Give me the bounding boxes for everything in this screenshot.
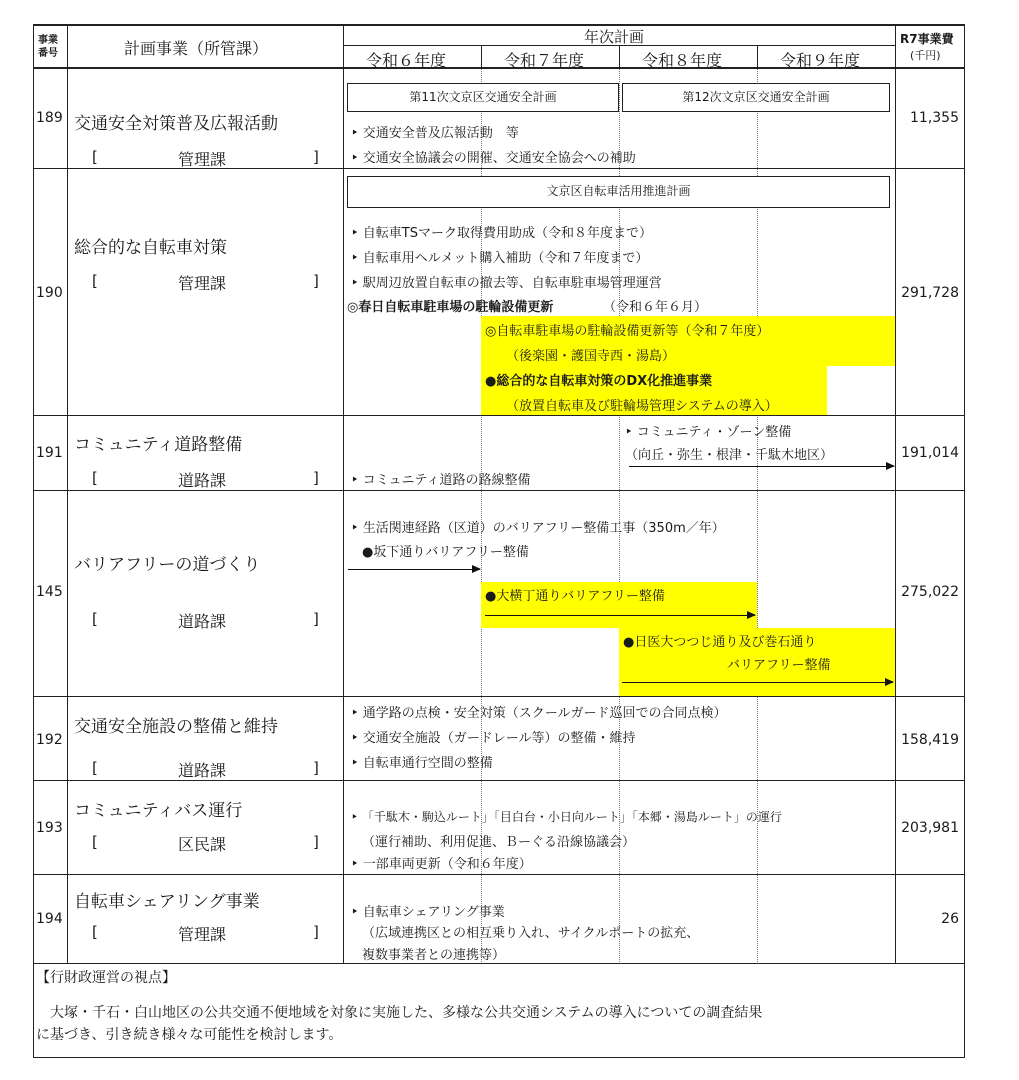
cost-value: 203,981 [901, 820, 959, 836]
item-text: ‣ 自転車シェアリング事業 [351, 905, 505, 920]
highlight-text-bold: ●総合的な自転車対策のDX化推進事業 [485, 374, 713, 389]
project-name: 交通安全施設の整備と維持 [74, 717, 278, 737]
row-line-190 [33, 415, 965, 416]
highlight-text: ◎自転車駐車場の駐輪設備更新等（令和７年度） [485, 324, 770, 339]
header-no-line2: 番号 [38, 48, 58, 59]
item-text: ‣ コミュニティ道路の路線整備 [351, 473, 531, 488]
border-left [33, 24, 34, 1058]
row-line-189 [33, 168, 965, 169]
dept-bracket-open: [ [92, 610, 98, 628]
dept-bracket-close: ] [313, 469, 319, 487]
dept-name: 道路課 [178, 612, 227, 631]
header-year-1: 令和６年度 [366, 51, 447, 70]
dept-name: 道路課 [178, 761, 227, 780]
item-text: ‣ 交通安全普及広報活動 等 [351, 126, 519, 141]
period-arrow [622, 682, 893, 683]
col-line-no [67, 24, 68, 964]
row-number: 194 [36, 911, 63, 927]
sub-item-text: バリアフリー整備 [727, 658, 831, 673]
dept-bracket-close: ] [313, 759, 319, 777]
item-text: ‣ 自転車用ヘルメット購入補助（令和７年度まで） [351, 251, 649, 266]
dept-name: 管理課 [178, 925, 227, 944]
row-line-145 [33, 696, 965, 697]
project-name: コミュニティ道路整備 [74, 435, 243, 455]
plan-box-11th: 第11次文京区交通安全計画 [347, 83, 619, 112]
plan-box-bicycle: 文京区自転車活用推進計画 [347, 176, 890, 208]
row-line-192 [33, 780, 965, 781]
dept-bracket-close: ] [313, 833, 319, 851]
cost-value: 26 [941, 911, 959, 927]
header-year-4: 令和９年度 [780, 51, 861, 70]
highlight-text: （放置自転車及び駐輪場管理システムの導入） [506, 399, 778, 414]
sub-item-text: ●日医大つつじ通り及び巻石通り [623, 635, 817, 650]
project-name: 自転車シェアリング事業 [74, 892, 260, 912]
year-div-3 [757, 45, 758, 68]
item-text: ‣ 交通安全協議会の開催、交通安全協会への補助 [351, 151, 636, 166]
row-line-194 [33, 963, 965, 964]
dept-bracket-open: [ [92, 272, 98, 290]
dept-bracket-open: [ [92, 469, 98, 487]
header-annual-plan: 年次計画 [584, 28, 645, 46]
item-text: ‣ 自転車TSマーク取得費用助成（令和８年度まで） [351, 226, 652, 241]
item-text: ‣ 通学路の点検・安全対策（スクールガード巡回での合同点検） [351, 706, 727, 721]
year-div-1 [481, 45, 482, 68]
dept-bracket-close: ] [313, 923, 319, 941]
item-text: ‣ 自転車通行空間の整備 [351, 756, 493, 771]
highlight-text: （後楽園・護国寺西・湯島） [506, 349, 676, 364]
sub-item-text: ●大横丁通りバリアフリー整備 [485, 589, 665, 604]
project-name: コミュニティバス運行 [74, 801, 243, 821]
border-right [964, 24, 965, 1058]
row-number: 192 [36, 732, 63, 748]
sub-item-text: ●坂下通りバリアフリー整備 [362, 545, 529, 560]
cost-value: 11,355 [910, 110, 959, 126]
dept-bracket-close: ] [313, 272, 319, 290]
header-year-2: 令和７年度 [504, 51, 585, 70]
header-year-3: 令和８年度 [642, 51, 723, 70]
item-text: ‣ 交通安全施設（ガードレール等）の整備・維持 [351, 731, 636, 746]
item-text: （広域連携区との相互乗り入れ、サイクルポートの拡充、 [362, 926, 700, 941]
project-name: バリアフリーの道づくり [74, 555, 261, 575]
zone-text: ‣ コミュニティ・ゾーン整備 [625, 425, 792, 440]
item-text-bold: ◎春日自転車駐車場の駐輪設備更新 [347, 300, 554, 315]
footer-text: に基づき、引き続き様々な可能性を検討します。 [36, 1027, 343, 1043]
item-text: ‣ 駅周辺放置自転車の撤去等、自転車駐車場管理運営 [351, 276, 662, 291]
header-project: 計画事業（所管課） [124, 39, 269, 58]
item-text: ‣ 「千駄木・駒込ルート」「目白台・小日向ルート」「本郷・湯島ルート」の運行 [351, 810, 782, 824]
item-text: （運行補助、利用促進、Ｂーぐる沿線協議会） [362, 835, 636, 850]
col-line-cost [895, 24, 896, 964]
period-arrow [485, 615, 755, 616]
dept-name: 管理課 [178, 150, 227, 169]
project-name: 総合的な自転車対策 [74, 238, 227, 258]
dept-bracket-close: ] [313, 148, 319, 166]
zone-text: （向丘・弥生・根津・千駄木地区） [625, 448, 834, 463]
item-text: （令和６年６月） [603, 300, 708, 315]
row-number: 145 [36, 584, 63, 600]
cost-value: 291,728 [901, 285, 959, 301]
header-cost-line1: R7事業費 [900, 32, 954, 46]
item-text: 複数事業者との連携等） [362, 948, 506, 963]
item-text: ‣ 一部車両更新（令和６年度） [351, 857, 532, 872]
row-number: 190 [36, 285, 63, 301]
dept-name: 区民課 [178, 835, 227, 854]
year-div-2 [619, 45, 620, 68]
cost-value: 275,022 [901, 584, 959, 600]
row-number: 191 [36, 445, 63, 461]
row-number: 193 [36, 820, 63, 836]
border-top [33, 24, 965, 26]
header-cost-line2: (千円) [910, 49, 941, 62]
cost-value: 158,419 [901, 732, 959, 748]
item-text: ‣ 生活関連経路（区道）のバリアフリー整備工事（350m／年） [351, 521, 725, 536]
dept-bracket-open: [ [92, 923, 98, 941]
period-arrow [629, 466, 894, 467]
project-name: 交通安全対策普及広報活動 [74, 114, 278, 134]
dept-bracket-open: [ [92, 759, 98, 777]
period-arrow [348, 569, 480, 570]
border-bottom [33, 1057, 965, 1058]
dept-bracket-open: [ [92, 148, 98, 166]
footer-title: 【行財政運営の視点】 [36, 970, 176, 986]
dept-bracket-close: ] [313, 610, 319, 628]
dept-name: 管理課 [178, 274, 227, 293]
cost-value: 191,014 [901, 445, 959, 461]
dept-bracket-open: [ [92, 833, 98, 851]
row-line-193 [33, 874, 965, 875]
header-no-line1: 事業 [38, 35, 58, 46]
plan-box-12th: 第12次文京区交通安全計画 [622, 83, 890, 112]
row-number: 189 [36, 110, 63, 126]
footer-text: 大塚・千石・白山地区の公共交通不便地域を対象に実施した、多様な公共交通システムの導入についての調査結果 [36, 1005, 763, 1021]
row-line-191 [33, 490, 965, 491]
col-line-project [343, 24, 344, 964]
dept-name: 道路課 [178, 471, 227, 490]
